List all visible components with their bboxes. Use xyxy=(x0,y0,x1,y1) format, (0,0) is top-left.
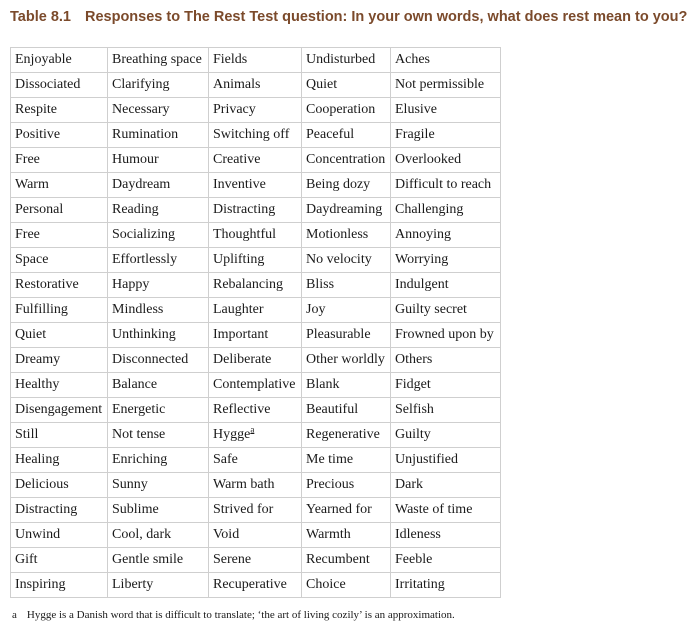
table-cell: Regenerative xyxy=(302,423,391,448)
table-cell: Beautiful xyxy=(302,398,391,423)
table-cell: Difficult to reach xyxy=(391,173,501,198)
table-cell: Undisturbed xyxy=(302,48,391,73)
table-cell: Distracting xyxy=(11,498,108,523)
table-row xyxy=(11,373,501,398)
table-cell: Idleness xyxy=(391,523,501,548)
table-cell: Healing xyxy=(11,448,108,473)
table-cell: Motionless xyxy=(302,223,391,248)
table-number: Table 8.1 xyxy=(10,9,71,25)
table-cell: Other worldly xyxy=(302,348,391,373)
table-cell: Laughter xyxy=(209,298,302,323)
table-cell: Dissociated xyxy=(11,73,108,98)
table-cell: Guilty secret xyxy=(391,298,501,323)
table-cell: Space xyxy=(11,248,108,273)
table-cell: Positive xyxy=(11,123,108,148)
table-cell: Feeble xyxy=(391,548,501,573)
table-cell: Others xyxy=(391,348,501,373)
table-cell: Enjoyable xyxy=(11,48,108,73)
table-cell: Animals xyxy=(209,73,302,98)
table-row xyxy=(11,198,501,223)
table-cell: Free xyxy=(11,148,108,173)
table-row xyxy=(11,448,501,473)
table-cell: Restorative xyxy=(11,273,108,298)
table-row xyxy=(11,523,501,548)
table-row xyxy=(11,548,501,573)
table-row xyxy=(11,398,501,423)
hygge-word: Hygge xyxy=(213,427,251,442)
table-cell: Sublime xyxy=(108,498,209,523)
table-cell: No velocity xyxy=(302,248,391,273)
table-cell: Overlooked xyxy=(391,148,501,173)
table-cell: Void xyxy=(209,523,302,548)
table-cell: Disengagement xyxy=(11,398,108,423)
table-cell: Distracting xyxy=(209,198,302,223)
table-cell: Safe xyxy=(209,448,302,473)
table-cell: Worrying xyxy=(391,248,501,273)
table-cell: Inspiring xyxy=(11,573,108,598)
table-cell: Warmth xyxy=(302,523,391,548)
table-cell: Not tense xyxy=(108,423,209,448)
table-cell: Elusive xyxy=(391,98,501,123)
table-cell: Unwind xyxy=(11,523,108,548)
table-cell: Peaceful xyxy=(302,123,391,148)
table-cell: Recumbent xyxy=(302,548,391,573)
table-cell: Challenging xyxy=(391,198,501,223)
table-cell: Sunny xyxy=(108,473,209,498)
table-cell: Warm xyxy=(11,173,108,198)
table-cell: Effortlessly xyxy=(108,248,209,273)
table-cell: Creative xyxy=(209,148,302,173)
table-cell: Daydreaming xyxy=(302,198,391,223)
table-cell: Energetic xyxy=(108,398,209,423)
footnote-mark: a xyxy=(12,609,17,621)
table-cell: Clarifying xyxy=(108,73,209,98)
table-cell: Happy xyxy=(108,273,209,298)
table-row xyxy=(11,173,501,198)
table-cell: Important xyxy=(209,323,302,348)
table-cell: Fields xyxy=(209,48,302,73)
table-cell: Still xyxy=(11,423,108,448)
table-cell: Dreamy xyxy=(11,348,108,373)
table-row xyxy=(11,348,501,373)
table-cell: Annoying xyxy=(391,223,501,248)
table-cell: Thoughtful xyxy=(209,223,302,248)
table-cell-hygge xyxy=(209,423,302,448)
table-cell: Respite xyxy=(11,98,108,123)
table-row xyxy=(11,323,501,348)
table-cell: Dark xyxy=(391,473,501,498)
table-row xyxy=(11,248,501,273)
table-cell: Rumination xyxy=(108,123,209,148)
table-row xyxy=(11,73,501,98)
table-cell: Frowned upon by xyxy=(391,323,501,348)
table-cell: Selfish xyxy=(391,398,501,423)
table-cell: Delicious xyxy=(11,473,108,498)
table-cell: Guilty xyxy=(391,423,501,448)
table-cell: Gift xyxy=(11,548,108,573)
table-cell: Personal xyxy=(11,198,108,223)
table-row xyxy=(11,48,501,73)
table-cell: Gentle smile xyxy=(108,548,209,573)
table-cell: Mindless xyxy=(108,298,209,323)
table-body xyxy=(11,48,501,598)
table-caption: Responses to The Rest Test question: In your own words, what does rest mean to you? xyxy=(84,9,688,25)
table-cell: Not permissible xyxy=(391,73,501,98)
table-cell: Yearned for xyxy=(302,498,391,523)
table-cell: Unjustified xyxy=(391,448,501,473)
table-cell: Reflective xyxy=(209,398,302,423)
table-cell: Me time xyxy=(302,448,391,473)
table-row xyxy=(11,123,501,148)
table-cell: Contemplative xyxy=(209,373,302,398)
table-cell: Quiet xyxy=(11,323,108,348)
table-cell: Choice xyxy=(302,573,391,598)
table-cell: Disconnected xyxy=(108,348,209,373)
table-row xyxy=(11,573,501,598)
table-cell: Recuperative xyxy=(209,573,302,598)
table-cell: Free xyxy=(11,223,108,248)
table-cell: Necessary xyxy=(108,98,209,123)
table-cell: Waste of time xyxy=(391,498,501,523)
table-cell: Fidget xyxy=(391,373,501,398)
table-cell: Aches xyxy=(391,48,501,73)
table-cell: Irritating xyxy=(391,573,501,598)
footnote xyxy=(12,609,455,621)
rest-words-table xyxy=(10,47,501,598)
table-row xyxy=(11,98,501,123)
table-cell: Privacy xyxy=(209,98,302,123)
table-cell: Cooperation xyxy=(302,98,391,123)
table-cell: Healthy xyxy=(11,373,108,398)
table-row xyxy=(11,273,501,298)
table-cell: Fulfilling xyxy=(11,298,108,323)
table-cell: Switching off xyxy=(209,123,302,148)
table-row xyxy=(11,498,501,523)
table-cell: Fragile xyxy=(391,123,501,148)
table-row xyxy=(11,298,501,323)
table-row xyxy=(11,473,501,498)
table-cell: Serene xyxy=(209,548,302,573)
table-cell: Uplifting xyxy=(209,248,302,273)
footnote-ref-link[interactable]: a xyxy=(250,424,255,435)
table-cell: Humour xyxy=(108,148,209,173)
table-cell: Strived for xyxy=(209,498,302,523)
table-row xyxy=(11,148,501,173)
table-cell: Joy xyxy=(302,298,391,323)
table-cell: Balance xyxy=(108,373,209,398)
table-title xyxy=(10,9,687,25)
table-cell: Liberty xyxy=(108,573,209,598)
footnote-text: Hygge is a Danish word that is difficult to translate; ‘the art of living cozily’ is an approximation. xyxy=(26,609,455,621)
table-cell: Cool, dark xyxy=(108,523,209,548)
table-cell: Blank xyxy=(302,373,391,398)
table-cell: Deliberate xyxy=(209,348,302,373)
table-cell: Daydream xyxy=(108,173,209,198)
table-cell: Breathing space xyxy=(108,48,209,73)
table-cell: Being dozy xyxy=(302,173,391,198)
table-cell: Unthinking xyxy=(108,323,209,348)
table-row xyxy=(11,423,501,448)
table-cell: Pleasurable xyxy=(302,323,391,348)
table-cell: Socializing xyxy=(108,223,209,248)
table-cell: Quiet xyxy=(302,73,391,98)
table-row xyxy=(11,223,501,248)
table-cell: Bliss xyxy=(302,273,391,298)
table-cell: Reading xyxy=(108,198,209,223)
table-cell: Indulgent xyxy=(391,273,501,298)
table-cell: Enriching xyxy=(108,448,209,473)
table-cell: Inventive xyxy=(209,173,302,198)
table-cell: Warm bath xyxy=(209,473,302,498)
table-cell: Concentration xyxy=(302,148,391,173)
table-cell: Rebalancing xyxy=(209,273,302,298)
table-cell: Precious xyxy=(302,473,391,498)
